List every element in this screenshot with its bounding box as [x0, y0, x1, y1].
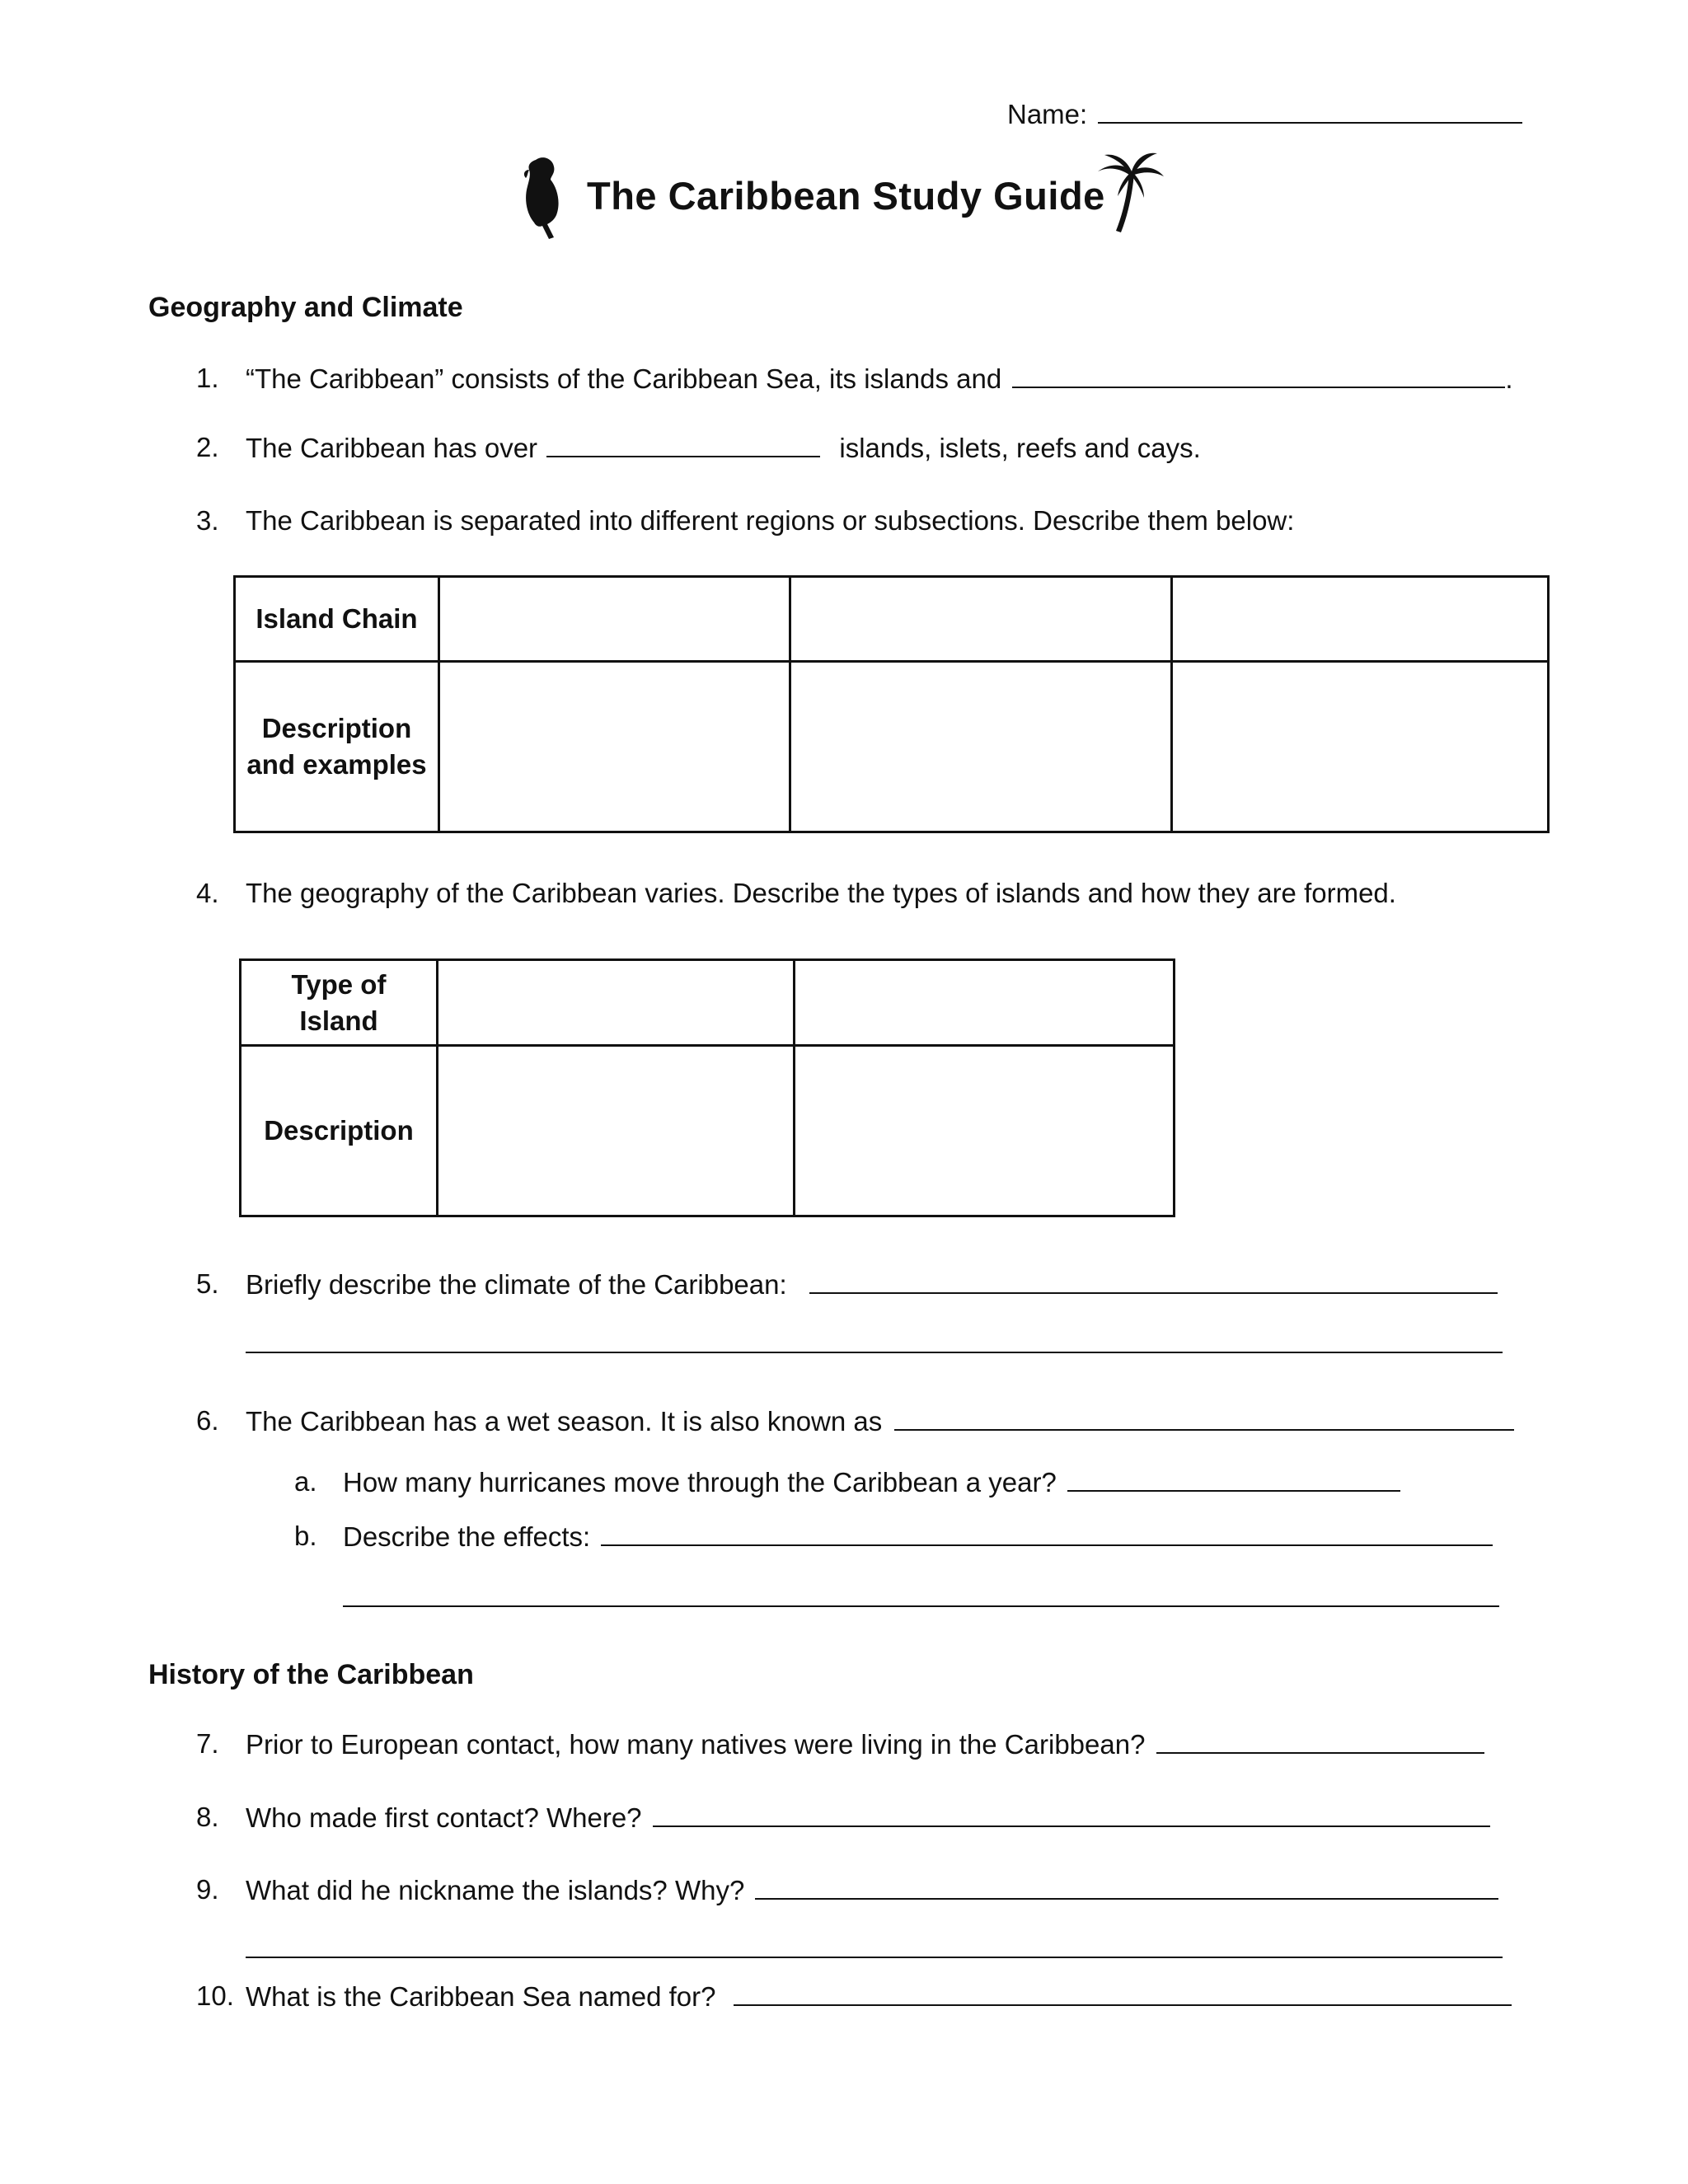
section-heading-history: History of the Caribbean [148, 1659, 474, 1690]
island-type-table [239, 958, 1175, 1217]
table2-cell[interactable] [795, 1046, 1175, 1216]
q7-text: Prior to European contact, how many natives were living in the Caribbean? [246, 1729, 1146, 1760]
q2-blank[interactable] [546, 431, 820, 457]
q1-suffix: . [1505, 363, 1513, 394]
table1-header-description [235, 662, 439, 832]
q9-blank[interactable] [755, 1873, 1498, 1900]
table2-header-type [241, 960, 438, 1046]
q1-blank[interactable] [1012, 362, 1505, 388]
q6b [343, 1520, 1493, 1554]
q5-blank-line2[interactable] [246, 1352, 1503, 1353]
q5 [246, 1268, 1498, 1301]
q7 [246, 1727, 1484, 1761]
table1-header-description-line2: and examples [246, 749, 427, 780]
q9-blank-line2[interactable] [246, 1957, 1503, 1958]
table1-cell[interactable] [1172, 662, 1549, 832]
q5-number: 5. [196, 1268, 219, 1299]
q10-text: What is the Caribbean Sea named for? [246, 1981, 716, 2012]
table2-cell[interactable] [438, 1046, 795, 1216]
q6a-letter: a. [294, 1466, 317, 1497]
page-title: The Caribbean Study Guide [587, 174, 1105, 218]
q6-number: 6. [196, 1405, 219, 1436]
q6b-blank[interactable] [601, 1520, 1493, 1546]
q1-number: 1. [196, 363, 219, 393]
q5-blank[interactable] [809, 1268, 1498, 1294]
q5-text: Briefly describe the climate of the Caribbean: [246, 1269, 787, 1300]
table1-cell[interactable] [439, 577, 790, 662]
q6-text: The Caribbean has a wet season. It is also known as [246, 1406, 883, 1436]
q6a [343, 1465, 1400, 1499]
q10-number: 10. [196, 1980, 234, 2011]
q4-number: 4. [196, 878, 219, 908]
palm-tree-icon [1093, 148, 1167, 234]
parrot-icon [518, 155, 570, 241]
q10 [246, 1980, 1512, 2013]
table1-cell[interactable] [790, 577, 1172, 662]
q7-blank[interactable] [1156, 1727, 1484, 1754]
q6b-text: Describe the effects: [343, 1521, 591, 1552]
q8-text: Who made first contact? Where? [246, 1802, 642, 1833]
table1-header-island-chain: Island Chain [235, 577, 439, 662]
q2-number: 2. [196, 432, 219, 462]
island-chain-table [233, 575, 1550, 833]
table2-header-type-line2: Island [299, 1005, 378, 1036]
table2-cell[interactable] [438, 960, 795, 1046]
q3-text: The Caribbean is separated into different regions or subsections. Describe them below: [246, 505, 1295, 536]
table1-cell[interactable] [1172, 577, 1549, 662]
q6b-letter: b. [294, 1521, 317, 1551]
q1 [246, 362, 1513, 396]
q6b-blank-line2[interactable] [343, 1605, 1499, 1607]
q6 [246, 1404, 1514, 1438]
section-heading-geography: Geography and Climate [148, 292, 463, 323]
table2-header-type-line1: Type of [291, 968, 387, 1000]
table2-cell[interactable] [795, 960, 1175, 1046]
q9 [246, 1873, 1498, 1907]
name-label: Name: [1007, 99, 1088, 129]
q9-text: What did he nickname the islands? Why? [246, 1875, 745, 1905]
q6-blank[interactable] [894, 1404, 1514, 1431]
q10-blank[interactable] [734, 1980, 1512, 2006]
q3-number: 3. [196, 505, 219, 536]
table1-cell[interactable] [790, 662, 1172, 832]
q8-number: 8. [196, 1802, 219, 1832]
q1-text: “The Caribbean” consists of the Caribbean Sea, its islands and [246, 363, 1002, 394]
q4-text: The geography of the Caribbean varies. Describe the types of islands and how they are formed. [246, 878, 1396, 908]
q6a-text: How many hurricanes move through the Caribbean a year? [343, 1467, 1057, 1497]
table1-header-description-line1: Description [261, 713, 412, 743]
q8-blank[interactable] [653, 1801, 1490, 1827]
q6a-blank[interactable] [1067, 1465, 1400, 1492]
table1-cell[interactable] [439, 662, 790, 832]
q2-text-before: The Caribbean has over [246, 433, 538, 463]
q8 [246, 1801, 1490, 1835]
name-field [1007, 97, 1522, 131]
name-blank[interactable] [1098, 97, 1522, 124]
q2-text-after: islands, islets, reefs and cays. [839, 433, 1201, 463]
q7-number: 7. [196, 1728, 219, 1759]
q2 [246, 431, 1201, 465]
table2-header-description: Description [241, 1046, 438, 1216]
q9-number: 9. [196, 1874, 219, 1905]
